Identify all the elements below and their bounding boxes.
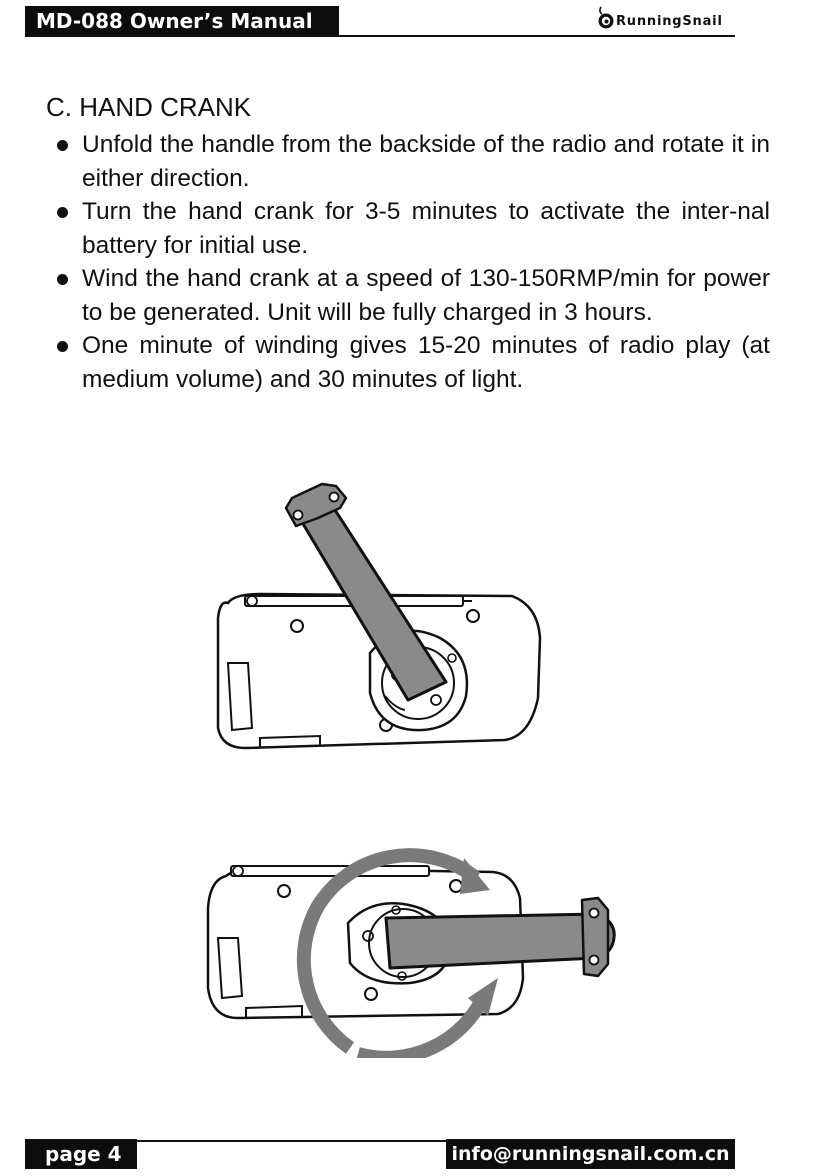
brand-name: RunningSnail	[616, 14, 723, 29]
section-title: C. HAND CRANK	[46, 92, 252, 122]
brand-logo	[595, 4, 735, 34]
bullet-dot-icon	[57, 274, 68, 285]
bullet-dot-icon	[57, 140, 68, 151]
contact-email: info@runningsnail.com.cn	[451, 1143, 730, 1165]
list-item: Turn the hand crank for 3-5 minutes to activate the inter-nal battery for initial use.	[45, 195, 770, 262]
instruction-list	[45, 128, 770, 396]
list-item: Unfold the handle from the backside of the radio and rotate it in either direction.	[45, 128, 770, 195]
radio-crank-rotating-illustration	[198, 818, 618, 1058]
list-item: Wind the hand crank at a speed of 130-150RMP/min for power to be generated. Unit will be fully charged in 3 hours.	[45, 262, 770, 329]
bullet-dot-icon	[57, 341, 68, 352]
contact-email-bar	[446, 1139, 735, 1169]
manual-title-bar	[25, 6, 339, 36]
manual-title: MD-088 Owner’s Manual	[36, 9, 313, 33]
page-number: page 4	[45, 1142, 122, 1166]
radio-crank-folded-illustration	[200, 478, 560, 758]
snail-logo-icon	[595, 4, 615, 30]
list-item: One minute of winding gives 15-20 minutes of radio play (at medium volume) and 30 minutes of light.	[45, 329, 770, 396]
header-divider	[25, 35, 735, 37]
bullet-dot-icon	[57, 207, 68, 218]
page-number-bar	[25, 1139, 137, 1169]
